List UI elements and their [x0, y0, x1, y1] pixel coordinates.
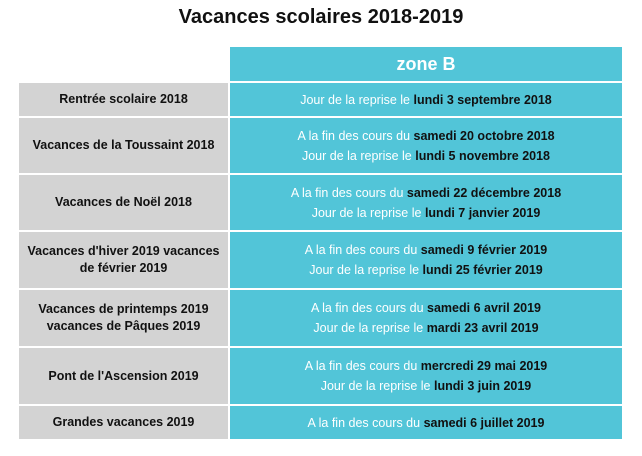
- row-label: Vacances de la Toussaint 2018: [18, 117, 229, 174]
- row-dates: [229, 231, 623, 289]
- date-line: [230, 260, 622, 280]
- row-label: Rentrée scolaire 2018: [18, 82, 229, 117]
- date-prefix: Jour de la reprise le: [300, 92, 414, 107]
- date-prefix: Jour de la reprise le: [320, 379, 434, 393]
- date-prefix: A la fin des cours du: [307, 415, 424, 430]
- date-prefix: Jour de la reprise le: [313, 321, 427, 335]
- row-dates: [229, 117, 623, 174]
- date-prefix: A la fin des cours du: [310, 301, 428, 315]
- date-line: [230, 356, 622, 376]
- header-row: [18, 46, 623, 82]
- row-dates: [229, 174, 623, 231]
- table-row: [18, 289, 623, 347]
- date-line: [230, 126, 622, 146]
- date-value: lundi 25 février 2019: [422, 263, 543, 277]
- date-line: [230, 298, 622, 318]
- date-prefix: A la fin des cours du: [297, 128, 414, 143]
- date-value: samedi 6 juillet 2019: [423, 415, 545, 430]
- date-line: [230, 376, 622, 396]
- page-title: Vacances scolaires 2018-2019: [178, 6, 464, 28]
- date-line: [230, 318, 622, 338]
- row-dates: [229, 347, 623, 405]
- row-dates: [229, 82, 623, 117]
- row-dates: [229, 405, 623, 440]
- date-value: lundi 3 juin 2019: [434, 379, 532, 393]
- holidays-table: [17, 45, 624, 441]
- table-row: [18, 405, 623, 440]
- date-value: lundi 5 novembre 2018: [415, 148, 551, 163]
- date-value: samedi 22 décembre 2018: [406, 185, 562, 200]
- date-line: [230, 146, 622, 166]
- date-line: [230, 90, 622, 110]
- date-prefix: Jour de la reprise le: [311, 205, 425, 220]
- date-value: lundi 7 janvier 2019: [424, 205, 541, 220]
- row-dates: [229, 289, 623, 347]
- date-line: [230, 203, 622, 223]
- date-prefix: A la fin des cours du: [304, 243, 421, 257]
- table-row: [18, 82, 623, 117]
- zone-header: zone B: [229, 46, 623, 82]
- date-value: samedi 20 octobre 2018: [413, 128, 555, 143]
- date-value: samedi 9 février 2019: [420, 243, 548, 257]
- date-prefix: A la fin des cours du: [290, 185, 407, 200]
- date-value: mardi 23 avril 2019: [426, 321, 539, 335]
- table-row: [18, 117, 623, 174]
- date-value: lundi 3 septembre 2018: [413, 92, 552, 107]
- date-prefix: A la fin des cours du: [304, 359, 421, 373]
- row-label: Vacances d'hiver 2019 vacances de février 2019: [18, 231, 229, 289]
- date-line: [230, 240, 622, 260]
- date-value: mercredi 29 mai 2019: [420, 359, 548, 373]
- date-line: [230, 183, 622, 203]
- date-prefix: Jour de la reprise le: [309, 263, 423, 277]
- row-label: Vacances de printemps 2019 vacances de Pâques 2019: [18, 289, 229, 347]
- row-label: Grandes vacances 2019: [18, 405, 229, 440]
- header-corner-cell: [18, 46, 229, 82]
- date-prefix: Jour de la reprise le: [301, 148, 416, 163]
- date-value: samedi 6 avril 2019: [427, 301, 542, 315]
- table-row: [18, 347, 623, 405]
- table-row: [18, 231, 623, 289]
- table-row: [18, 174, 623, 231]
- date-line: [230, 413, 622, 433]
- row-label: Vacances de Noël 2018: [18, 174, 229, 231]
- row-label: Pont de l'Ascension 2019: [18, 347, 229, 405]
